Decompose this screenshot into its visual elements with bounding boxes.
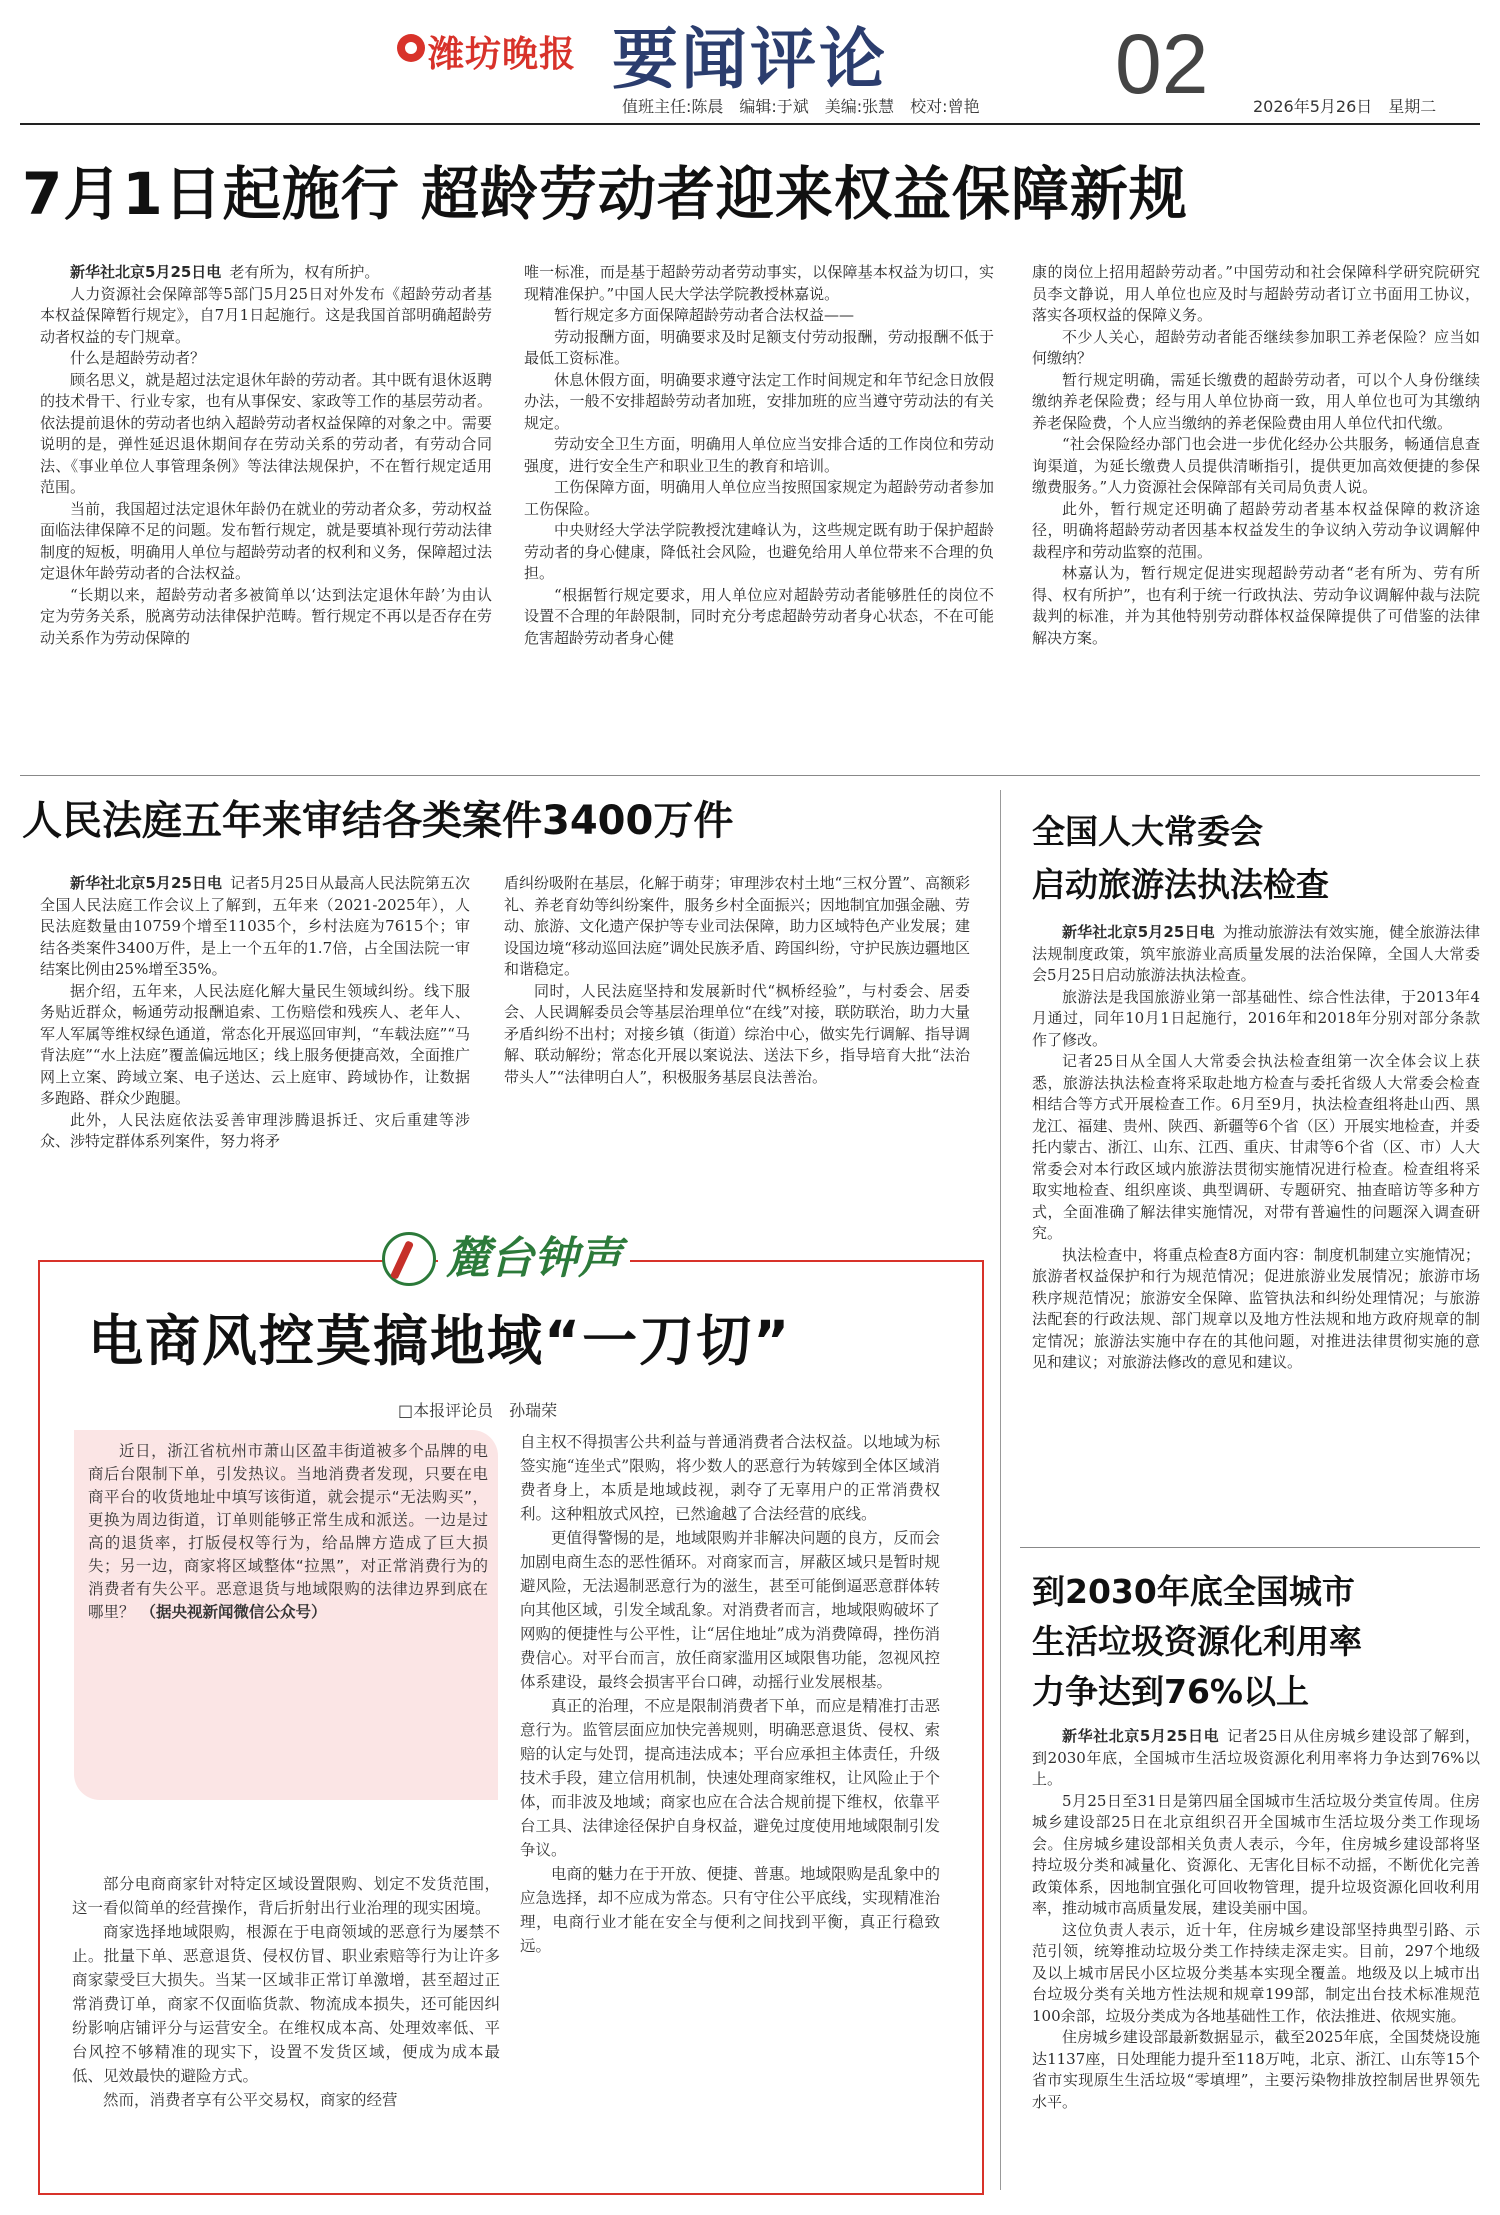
column-logo-icon xyxy=(382,1232,436,1286)
court-col-2 xyxy=(504,873,970,1088)
paper-logo-icon-notch xyxy=(405,42,417,54)
lead-dateline: 新华社北京5月25日电 xyxy=(70,263,222,281)
lead-paragraph: 中央财经大学法学院教授沈建峰认为，这些规定既有助于保护超龄劳动者的身心健康，降低社会风险，也避免给用人单位带来不合理的负担。 xyxy=(524,521,994,582)
lead-paragraph: 人力资源社会保障部等5部门5月25日对外发布《超龄劳动者基本权益保障暂行规定》，自7月1日起施行。这是我国首部明确超龄劳动者权益的专门规章。 xyxy=(40,284,492,346)
commentary-summary-source: （据央视新闻微信公众号） xyxy=(140,1603,327,1621)
lead-col-1 xyxy=(40,262,492,649)
page-number: 02 xyxy=(1115,17,1209,111)
npc-headline-1: 全国人大常委会 xyxy=(1032,812,1263,851)
lead-paragraph: 此外，暂行规定还明确了超龄劳动者基本权益保障的救济途径，明确将超龄劳动者因基本权益发生的争议纳入劳动争议调解仲裁程序和劳动监察的范围。 xyxy=(1032,499,1480,561)
court-headline: 人民法庭五年来审结各类案件3400万件 xyxy=(22,798,734,844)
lead-paragraph: “长期以来，超龄劳动者多被简单以‘达到法定退休年龄’为由认定为劳务关系，脱离劳动法律保护范畴。暂行规定不再以是否存在劳动关系作为劳动保障的 xyxy=(40,585,492,647)
commentary-byline: □本报评论员 孙瑞荣 xyxy=(398,1401,558,1420)
lead-paragraph: 林嘉认为，暂行规定促进实现超龄劳动者“老有所为、劳有所得、权有所护”，也有利于统一行政执法、劳动争议调解仲裁与法院裁判的标准，并为其他特别劳动群体权益保障提供了可借鉴的法律解决方案。 xyxy=(1032,564,1480,647)
commentary-paragraph: 部分电商商家针对特定区域设置限购、划定不发货范围，这一看似简单的经营操作，背后折射出行业治理的现实困境。 xyxy=(72,1875,500,1917)
lead-headline: 7月1日起施行 超龄劳动者迎来权益保障新规 xyxy=(22,160,1188,228)
waste-headline-1: 到2030年底全国城市 xyxy=(1032,1572,1355,1611)
lead-paragraph: 唯一标准，而是基于超龄劳动者劳动事实，以保障基本权益为切口，实现精准保护。”中国人民大学法学院教授林嘉说。 xyxy=(524,263,994,303)
commentary-paragraph: 电商的魅力在于开放、便捷、普惠。地域限购是乱象中的应急选择，却不应成为常态。只有守住公平底线，实现精准治理，电商行业才能在安全与便利之间找到平衡，真正行稳致远。 xyxy=(520,1865,940,1955)
column-name: 麓台钟声 xyxy=(438,1232,630,1286)
court-dateline: 新华社北京5月25日电 xyxy=(70,874,223,892)
npc-body xyxy=(1032,922,1480,1374)
waste-paragraph: 这位负责人表示，近十年，住房城乡建设部坚持典型引路、示范引领，统筹推动垃圾分类工作持续走深走实。目前，297个地级及以上城市居民小区垃圾分类基本实现全覆盖。地级及以上城市出台垃圾分类有关地方性法规和规章199部，制定出台技术标准规范100余部，垃圾分类成为各地基础性工作，依法推进、依规实施。 xyxy=(1032,1920,1480,2025)
lead-paragraph: 康的岗位上招用超龄劳动者。”中国劳动和社会保障科学研究院研究员李文静说，用人单位也应及时与超龄劳动者订立书面用工协议，落实各项权益的保障义务。 xyxy=(1032,263,1480,324)
lead-bottom-rule xyxy=(20,775,1480,776)
waste-paragraph: 5月25日至31日是第四届全国城市生活垃圾分类宣传周。住房城乡建设部25日在北京组织召开全国城市生活垃圾分类工作现场会。住房城乡建设部相关负责人表示，今年，住房城乡建设部将坚持垃圾分类和减量化、资源化、无害化目标不动摇，不断优化完善政策体系，因地制宜强化可回收物管理，提升垃圾资源化回收利用率，推动城市高质量发展，建设美丽中国。 xyxy=(1032,1791,1480,1917)
lead-paragraph: 当前，我国超过法定退休年龄仍在就业的劳动者众多，劳动权益面临法律保障不足的问题。发布暂行规定，就是要填补现行劳动法律制度的短板，明确用人单位与超龄劳动者的权利和义务，保障超过法定退休年龄劳动者的合法权益。 xyxy=(40,499,492,582)
commentary-paragraph: 更值得警惕的是，地域限购并非解决问题的良方，反而会加剧电商生态的恶性循环。对商家而言，屏蔽区域只是暂时规避风险，无法遏制恶意行为的滋生，甚至可能倒逼恶意群体转向其他区域，引发全域乱象。对消费者而言，地域限购破坏了网购的便捷性与公平性，让“居住地址”成为消费障碍，挫伤消费信心。对平台而言，放任商家滥用区域限售功能，忽视风控体系建设，最终会损害平台口碑，动摇行业发展根基。 xyxy=(520,1529,940,1691)
masthead-rule xyxy=(20,123,1480,125)
commentary-paragraph: 商家选择地域限购，根源在于电商领域的恶意行为屡禁不止。批量下单、恶意退货、侵权仿冒、职业索赔等行为让许多商家蒙受巨大损失。当某一区域非正常订单激增，甚至超过正常消费订单，商家不仅面临货款、物流成本损失，还可能因纠纷影响店铺评分与运营安全。在维权成本高、处理效率低、平台风控不够精准的现实下，设置不发货区域，便成为成本最低、见效最快的避险方式。 xyxy=(72,1923,500,2085)
npc-paragraph: 旅游法是我国旅游业第一部基础性、综合性法律，于2013年4月通过，同年10月1日起施行，2016年和2018年分别对部分条款作了修改。 xyxy=(1032,987,1480,1049)
lead-col-3 xyxy=(1032,262,1480,649)
commentary-headline: 电商风控莫搞地域“一刀切” xyxy=(88,1309,792,1373)
lead-paragraph: “社会保险经办部门也会进一步优化经办公共服务，畅通信息查询渠道，为延长缴费人员提供清晰指引，提供更加高效便捷的参保缴费服务。”人力资源社会保障部有关司局负责人说。 xyxy=(1032,435,1480,496)
npc-paragraph: 记者25日从全国人大常委会执法检查组第一次全体会议上获悉，旅游法执法检查将采取赴地方检查与委托省级人大常委会检查相结合等方式开展检查工作。6月至9月，执法检查组将赴山西、黑龙江、福建、贵州、陕西、新疆等6个省（区）开展实地检查，并委托内蒙古、浙江、山东、江西、重庆、甘肃等6个省（区、市）人大常委会对本行政区域内旅游法贯彻实施情况进行检查。检查组将采取实地检查、组织座谈、典型调研、专题研究、抽查暗访等多种方式，全面准确了解法律实施情况，对带有普遍性的问题深入调查研究。 xyxy=(1032,1052,1480,1242)
npc-paragraph: 新华社北京5月25日电 为推动旅游法有效实施，健全旅游法律法规制度政策，筑牢旅游业高质量发展的法治保障，全国人大常委会5月25日启动旅游法执法检查。 xyxy=(1032,923,1480,984)
commentary-paragraph: 然而，消费者享有公平交易权，商家的经营 xyxy=(103,2091,398,2109)
lead-col-2 xyxy=(524,262,994,649)
npc-bottom-rule xyxy=(1020,1547,1480,1548)
lead-paragraph: 什么是超龄劳动者？ xyxy=(70,349,206,367)
waste-body xyxy=(1032,1726,1480,2113)
lead-paragraph: 新华社北京5月25日电 老有所为，权有所护。 xyxy=(70,263,380,281)
waste-paragraph: 新华社北京5月25日电 记者25日从住房城乡建设部了解到，到2030年底，全国城市生活垃圾资源化利用率将力争达到76%以上。 xyxy=(1032,1727,1481,1788)
masthead xyxy=(0,0,1500,130)
lead-paragraph: 暂行规定明确，需延长缴费的超龄劳动者，可以个人身份继续缴纳养老保险费；经与用人单位协商一致，用人单位也可为其缴纳养老保险费，个人应当缴纳的养老保险费由用人单位代扣代缴。 xyxy=(1032,370,1480,432)
waste-dateline: 新华社北京5月25日电 xyxy=(1062,1727,1220,1745)
waste-paragraph: 住房城乡建设部最新数据显示，截至2025年底，全国焚烧设施达1137座，日处理能力提升至118万吨，北京、浙江、山东等15个省市实现原生生活垃圾“零填埋”，主要污染物排放控制居世界领先水平。 xyxy=(1032,2028,1480,2111)
court-col-1 xyxy=(40,873,470,1153)
lead-paragraph: 顾名思义，就是超过法定退休年龄的劳动者。其中既有退休返聘的技术骨干、行业专家，也有从事保安、家政等工作的基层劳动者。依法提前退休的劳动者也纳入超龄劳动者权益保障的对象之中。需要说明的是，弹性延迟退休期间存在劳动关系的劳动者，有劳动合同法、《事业单位人事管理条例》等法律法规保护，不在暂行规定适用范围。 xyxy=(40,370,492,496)
paper-name: 潍坊晚报 xyxy=(428,34,577,75)
lead-paragraph: 不少人关心，超龄劳动者能否继续参加职工养老保险？应当如何缴纳？ xyxy=(1032,327,1480,367)
section-title: 要闻评论 xyxy=(612,21,888,98)
lead-paragraph: 劳动安全卫生方面，明确用人单位应当安排合适的工作岗位和劳动强度，进行安全生产和职业卫生的教育和培训。 xyxy=(524,435,994,475)
npc-paragraph: 执法检查中，将重点检查8方面内容：制度机制建立实施情况；旅游者权益保护和行为规范情况；促进旅游业发展情况；旅游市场秩序规范情况；旅游安全保障、监管执法和纠纷处理情况；与旅游法配套的行政法规、部门规章以及地方性法规和地方政府规章的制定情况；旅游法实施中存在的其他问题，对推进法律贯彻实施的意见和建议；对旅游法修改的意见和建议。 xyxy=(1032,1245,1480,1371)
commentary-summary: 近日，浙江省杭州市萧山区盈丰街道被多个品牌的电商后台限制下单，引发热议。当地消费者发现，只要在电商平台的收货地址中填写该街道，就会提示“无法购买”，更换为周边街道，订单则能够正常生成和派送。一边是过高的退货率，打版侵权等行为，给品牌方造成了巨大损失；另一边，商家将区域整体“拉黑”，对正常消费行为的消费者有失公平。恶意退货与地域限购的法律边界到底在哪里？ （据央视新闻微信公众号） xyxy=(88,1442,488,1621)
court-paragraph: 新华社北京5月25日电 记者5月25日从最高人民法院第五次全国人民法庭工作会议上了解到，五年来（2021-2025年），人民法庭数量由10759个增至11035个，乡村法庭为7615个；审结各类案件3400万件，是上一个五年的1.7倍，占全国法院一审结案比例由25%增至35%。 xyxy=(40,874,471,978)
commentary-right-col xyxy=(520,1430,940,1958)
court-paragraph: 据介绍，五年来，人民法庭化解大量民生领域纠纷。线下服务贴近群众，畅通劳动报酬追索、工伤赔偿和残疾人、老年人、军人军属等维权绿色通道，常态化开展巡回审判，“车载法庭”“马背法庭”“水上法庭”覆盖偏远地区；线上服务便捷高效，全面推广网上立案、跨域立案、电子送达、云上庭审、跨域协作，让数据多跑路、群众少跑腿。 xyxy=(40,981,470,1107)
lead-paragraph: 劳动报酬方面，明确要求及时足额支付劳动报酬，劳动报酬不低于最低工资标准。 xyxy=(524,327,994,367)
commentary-paragraph: 自主权不得损害公共利益与普通消费者合法权益。以地域为标签实施“连坐式”限购，将少数人的恶意行为转嫁到全体区域消费者身上，本质是地域歧视，剥夺了无辜用户的正常消费权利。这种粗放式风控，已然逾越了合法经营的底线。 xyxy=(520,1433,940,1523)
column-divider xyxy=(1000,790,1001,2190)
lead-paragraph: 暂行规定多方面保障超龄劳动者合法权益—— xyxy=(554,306,855,324)
commentary-paragraph: 真正的治理，不应是限制消费者下单，而应是精准打击恶意行为。监管层面应加快完善规则，明确恶意退货、侵权、索赔的认定与处罚，提高违法成本；平台应承担主体责任，升级技术手段，建立信用机制，快速处理商家维权，让风险止于个体，而非波及地域；商家也应在合法合规前提下维权，依靠平台工具、法律途径保护自身权益，避免过度使用地域限制引发争议。 xyxy=(520,1697,940,1859)
commentary-left-col xyxy=(72,1872,500,2112)
npc-headline-2: 启动旅游法执法检查 xyxy=(1032,865,1329,904)
lead-paragraph: “根据暂行规定要求，用人单位应对超龄劳动者能够胜任的岗位不设置不合理的年龄限制，同时充分考虑超龄劳动者身心状态，不在可能危害超龄劳动者身心健 xyxy=(524,585,994,647)
date-line: 2026年5月26日 星期二 xyxy=(1253,97,1437,116)
court-paragraph: 盾纠纷吸附在基层，化解于萌芽；审理涉农村土地“三权分置”、高额彩礼、养老育幼等纠纷案件，服务乡村全面振兴；因地制宜加强金融、劳动、旅游、文化遗产保护等专业司法保障，助力区域特色产业发展；建设国边境“移动巡回法庭”调处民族矛盾、跨国纠纷，守护民族边疆地区和谐稳定。 xyxy=(504,874,970,978)
npc-dateline: 新华社北京5月25日电 xyxy=(1062,923,1215,941)
lead-paragraph: 休息休假方面，明确要求遵守法定工作时间规定和年节纪念日放假办法，一般不安排超龄劳动者加班，安排加班的应当遵守劳动法的有关规定。 xyxy=(524,370,994,432)
waste-headline-3: 力争达到76%以上 xyxy=(1032,1672,1309,1711)
editors-line: 值班主任:陈晨 编辑:于斌 美编:张慧 校对:曾艳 xyxy=(622,97,980,116)
lead-paragraph: 工伤保障方面，明确用人单位应当按照国家规定为超龄劳动者参加工伤保险。 xyxy=(524,478,994,518)
court-paragraph: 同时，人民法庭坚持和发展新时代“枫桥经验”，与村委会、居委会、人民调解委员会等基层治理单位“在线”对接，联防联治，助力大量矛盾纠纷不出村；对接乡镇（街道）综治中心，做实先行调解、指导调解、联动解纷；常态化开展以案说法、送法下乡，指导培育大批“法治带头人”“法律明白人”，积极服务基层良法善治。 xyxy=(504,981,970,1086)
waste-headline-2: 生活垃圾资源化利用率 xyxy=(1032,1622,1362,1661)
court-paragraph: 此外，人民法庭依法妥善审理涉腾退拆迁、灾后重建等涉众、涉特定群体系列案件，努力将矛 xyxy=(40,1110,470,1150)
